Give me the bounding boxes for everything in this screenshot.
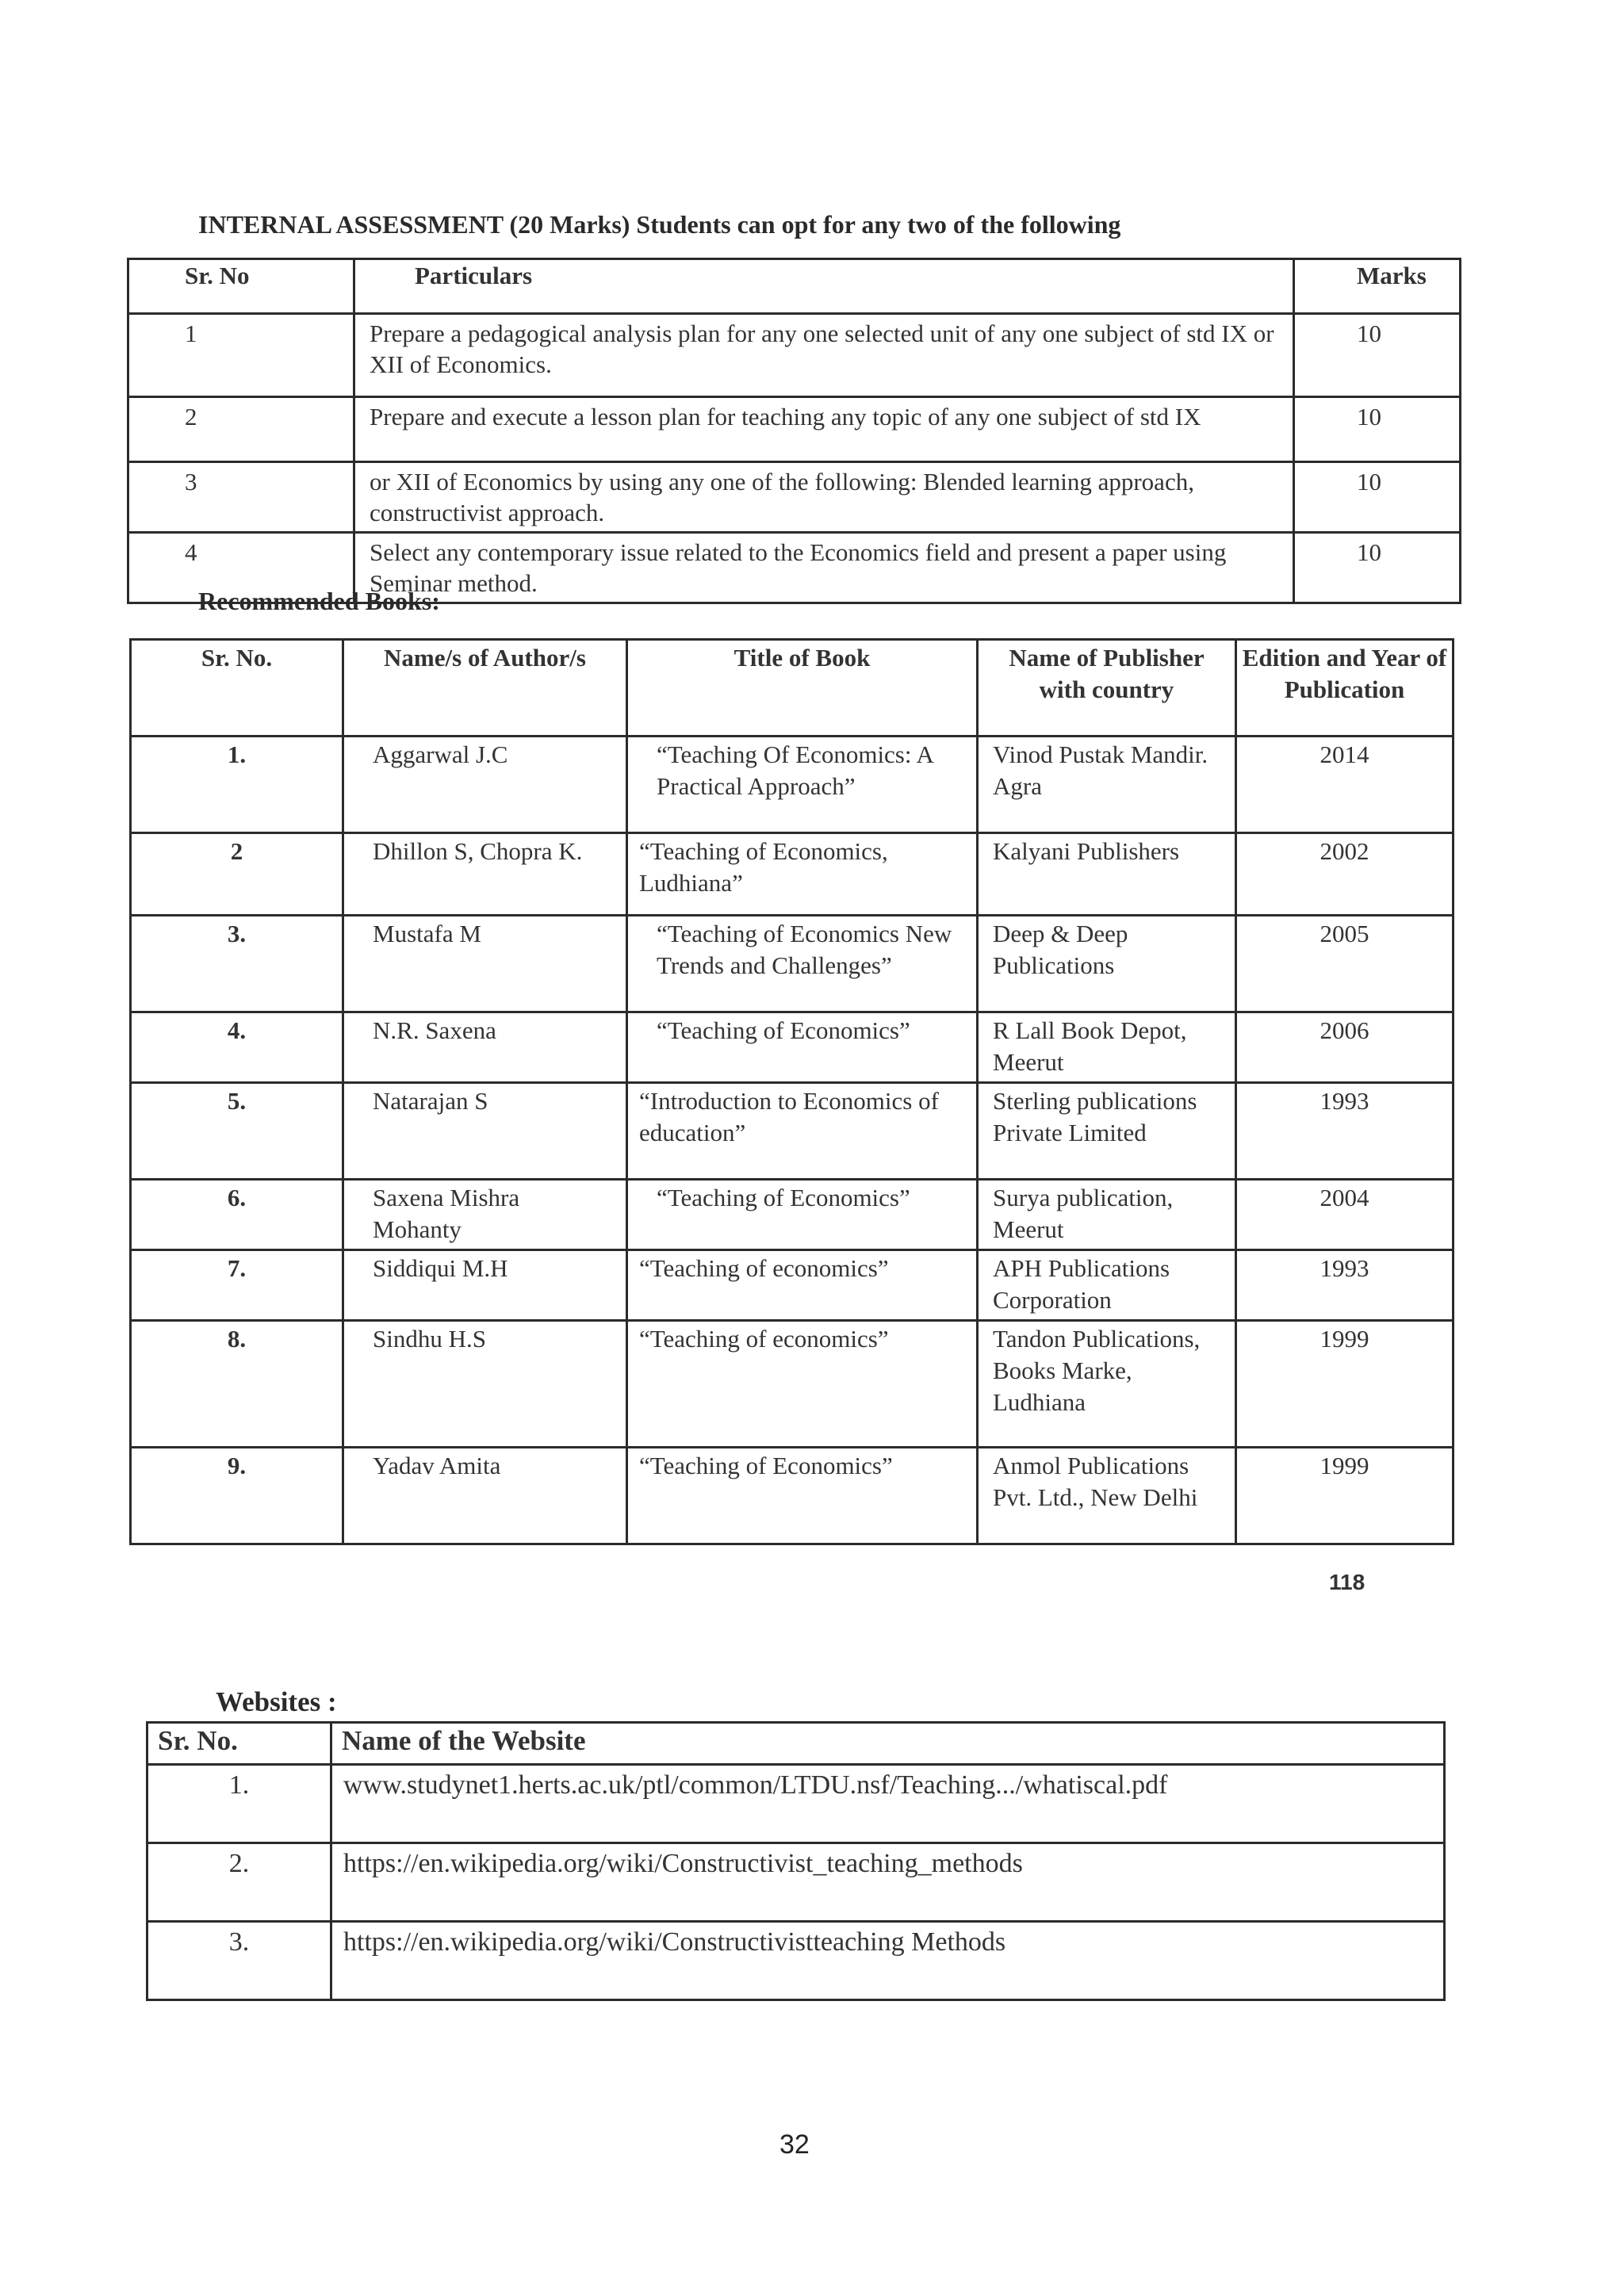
year-cell: 2005	[1236, 916, 1454, 1012]
column-header: Name of Publisher with country	[978, 640, 1236, 737]
sr-cell: 1	[128, 314, 354, 397]
column-header: Title of Book	[627, 640, 978, 737]
table-row	[131, 1321, 1454, 1448]
inner-page-number: 118	[1329, 1570, 1365, 1594]
title-cell: “Teaching of Economics”	[627, 1012, 978, 1083]
table-header-row	[147, 1723, 1445, 1765]
website-link[interactable]: https://en.wikipedia.org/wiki/Constructivist_teaching_methods	[331, 1843, 1445, 1922]
column-header: Edition and Year of Publication	[1236, 640, 1454, 737]
particulars-cell: Select any contemporary issue related to the Economics field and present a paper using Seminar method.	[354, 533, 1294, 603]
table-row	[147, 1922, 1445, 2000]
title-cell: “Introduction to Economics of education”	[627, 1083, 978, 1180]
column-header: Particulars	[354, 259, 1294, 314]
table-row	[131, 916, 1454, 1012]
title-cell: “Teaching of Economics, Ludhiana”	[627, 833, 978, 916]
table-row	[131, 1180, 1454, 1250]
year-cell: 1999	[1236, 1448, 1454, 1544]
table-row	[131, 737, 1454, 833]
sr-cell: 3	[128, 462, 354, 533]
title-cell: “Teaching of economics”	[627, 1250, 978, 1321]
recommended-books-heading: Recommended Books:	[198, 587, 440, 615]
table-row	[128, 314, 1461, 397]
recommended-books-table	[129, 638, 1454, 1545]
publisher-cell: APH Publications Corporation	[978, 1250, 1236, 1321]
table-row	[128, 397, 1461, 462]
column-header: Sr. No.	[147, 1723, 331, 1765]
year-cell: 1993	[1236, 1250, 1454, 1321]
sr-cell: 8.	[131, 1321, 343, 1448]
sr-cell: 2	[128, 397, 354, 462]
year-cell: 2014	[1236, 737, 1454, 833]
author-cell: Aggarwal J.C	[343, 737, 627, 833]
table-row	[131, 1250, 1454, 1321]
marks-cell: 10	[1294, 397, 1461, 462]
publisher-cell: Kalyani Publishers	[978, 833, 1236, 916]
column-header: Marks	[1294, 259, 1461, 314]
column-header: Sr. No	[128, 259, 354, 314]
author-cell: Saxena Mishra Mohanty	[343, 1180, 627, 1250]
internal-assessment-heading: INTERNAL ASSESSMENT (20 Marks) Students can opt for any two of the following	[198, 210, 1121, 239]
table-row	[131, 833, 1454, 916]
year-cell: 2004	[1236, 1180, 1454, 1250]
year-cell: 2006	[1236, 1012, 1454, 1083]
publisher-cell: Vinod Pustak Mandir. Agra	[978, 737, 1236, 833]
publisher-cell: Tandon Publications, Books Marke, Ludhiana	[978, 1321, 1236, 1448]
title-cell: “Teaching of Economics”	[627, 1180, 978, 1250]
title-cell: “Teaching Of Economics: A Practical Approach”	[627, 737, 978, 833]
title-cell: “Teaching of Economics”	[627, 1448, 978, 1544]
author-cell: N.R. Saxena	[343, 1012, 627, 1083]
author-cell: Sindhu H.S	[343, 1321, 627, 1448]
table-row	[131, 1448, 1454, 1544]
page-number: 32	[779, 2130, 810, 2160]
sr-cell: 6.	[131, 1180, 343, 1250]
internal-assessment-table	[127, 258, 1461, 604]
sr-cell: 7.	[131, 1250, 343, 1321]
sr-cell: 2.	[147, 1843, 331, 1922]
table-header-row	[128, 259, 1461, 314]
table-row	[131, 1012, 1454, 1083]
sr-cell: 4	[128, 533, 354, 603]
year-cell: 1993	[1236, 1083, 1454, 1180]
website-link[interactable]: https://en.wikipedia.org/wiki/Constructivistteaching Methods	[331, 1922, 1445, 2000]
sr-cell: 9.	[131, 1448, 343, 1544]
table-row	[147, 1765, 1445, 1843]
author-cell: Siddiqui M.H	[343, 1250, 627, 1321]
title-cell: “Teaching of Economics New Trends and Challenges”	[627, 916, 978, 1012]
sr-cell: 4.	[131, 1012, 343, 1083]
publisher-cell: Surya publication, Meerut	[978, 1180, 1236, 1250]
websites-table	[146, 1721, 1446, 2001]
sr-cell: 1.	[147, 1765, 331, 1843]
column-header: Name of the Website	[331, 1723, 1445, 1765]
publisher-cell: R Lall Book Depot, Meerut	[978, 1012, 1236, 1083]
marks-cell: 10	[1294, 314, 1461, 397]
column-header: Sr. No.	[131, 640, 343, 737]
author-cell: Yadav Amita	[343, 1448, 627, 1544]
particulars-cell: or XII of Economics by using any one of the following: Blended learning approach, constructivist approach.	[354, 462, 1294, 533]
particulars-cell: Prepare a pedagogical analysis plan for any one selected unit of any one subject of std IX or XII of Economics.	[354, 314, 1294, 397]
year-cell: 2002	[1236, 833, 1454, 916]
year-cell: 1999	[1236, 1321, 1454, 1448]
table-row	[131, 1083, 1454, 1180]
websites-heading: Websites :	[216, 1686, 337, 1717]
title-cell: “Teaching of economics”	[627, 1321, 978, 1448]
publisher-cell: Anmol Publications Pvt. Ltd., New Delhi	[978, 1448, 1236, 1544]
author-cell: Dhillon S, Chopra K.	[343, 833, 627, 916]
sr-cell: 3.	[147, 1922, 331, 2000]
sr-cell: 3.	[131, 916, 343, 1012]
table-row	[128, 462, 1461, 533]
table-row	[147, 1843, 1445, 1922]
website-link[interactable]: www.studynet1.herts.ac.uk/ptl/common/LTDU.nsf/Teaching.../whatiscal.pdf	[331, 1765, 1445, 1843]
marks-cell: 10	[1294, 533, 1461, 603]
sr-cell: 2	[131, 833, 343, 916]
author-cell: Mustafa M	[343, 916, 627, 1012]
marks-cell: 10	[1294, 462, 1461, 533]
sr-cell: 1.	[131, 737, 343, 833]
author-cell: Natarajan S	[343, 1083, 627, 1180]
publisher-cell: Deep & Deep Publications	[978, 916, 1236, 1012]
sr-cell: 5.	[131, 1083, 343, 1180]
column-header: Name/s of Author/s	[343, 640, 627, 737]
particulars-cell: Prepare and execute a lesson plan for teaching any topic of any one subject of std IX	[354, 397, 1294, 462]
publisher-cell: Sterling publications Private Limited	[978, 1083, 1236, 1180]
table-header-row	[131, 640, 1454, 737]
